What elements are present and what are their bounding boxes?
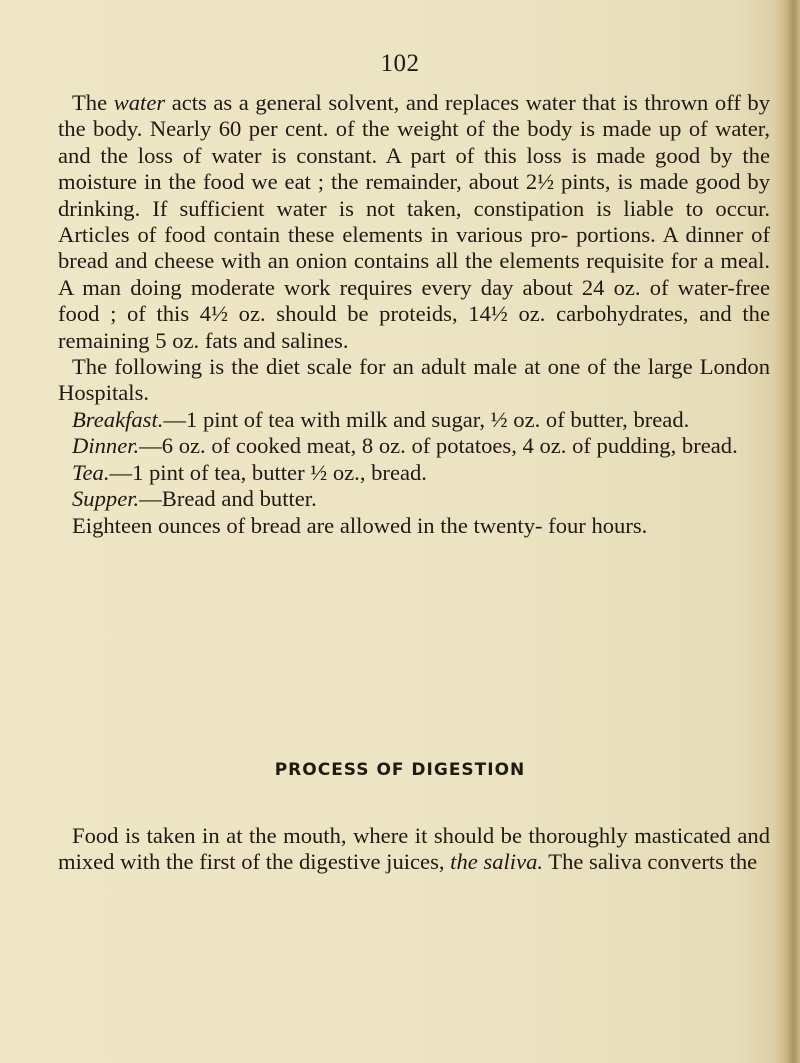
water-term: water [113, 90, 166, 115]
digestion-text-block [58, 823, 770, 876]
diet-dinner [58, 433, 770, 459]
breakfast-label: Breakfast. [72, 406, 164, 432]
saliva-term: the saliva. [450, 849, 544, 875]
paragraph-eighteen-ounces: Eighteen ounces of bread are allowed in the twenty- four hours. [72, 512, 648, 538]
breakfast-text: —1 pint of tea with milk and sugar, ½ oz. of butter, bread. [163, 406, 690, 432]
diet-tea [58, 460, 770, 486]
supper-text: —Bread and butter. [139, 486, 317, 512]
section-heading: PROCESS OF DIGESTION [274, 760, 526, 780]
dinner-label: Dinner. [72, 433, 140, 459]
paragraph-digestion [58, 823, 770, 876]
supper-label: Supper. [72, 486, 140, 512]
page-edge-shadow [774, 0, 800, 1063]
diet-breakfast [58, 407, 770, 433]
digestion-intro: Food is taken in at the mouth, where it should be thoroughly masticated and mixed with the first of the digestive juices, [58, 823, 770, 875]
main-text-block [58, 90, 770, 539]
diet-supper [58, 486, 770, 512]
tea-label: Tea. [72, 459, 110, 485]
dinner-text: —6 oz. of cooked meat, 8 oz. of potatoes, 4 oz. of pudding, bread. [139, 433, 738, 459]
paragraph-water [58, 90, 770, 354]
tea-text: —1 pint of tea, butter ½ oz., bread. [109, 459, 427, 485]
paragraph-diet-scale: The following is the diet scale for an adult male at one of the large London Hospitals. [58, 354, 770, 406]
water-body: acts as a general solvent, and replaces water that is thrown off by the body. Nearly 60 per cent. of the weight of the body is made up of water, and the loss of water is constant. A part of this loss is made good by the moisture in the food we eat ; the remainder, about 2½ pints, is made good by drinking. If sufficient water is not taken, constipation is liable to occur. Articles of food contain these elements in various pro- portions. A dinner of bread and cheese with an onion contains all the elements requisite for a meal. A man doing moderate work requires every day about 24 oz. of water-free food ; of this 4½ oz. should be proteids, 14½ oz. carbohydrates, and the remaining 5 oz. fats and salines. [58, 90, 770, 353]
water-intro: The [72, 90, 114, 115]
page-number: 102 [380, 50, 420, 77]
digestion-continued: The saliva converts the [543, 849, 758, 875]
